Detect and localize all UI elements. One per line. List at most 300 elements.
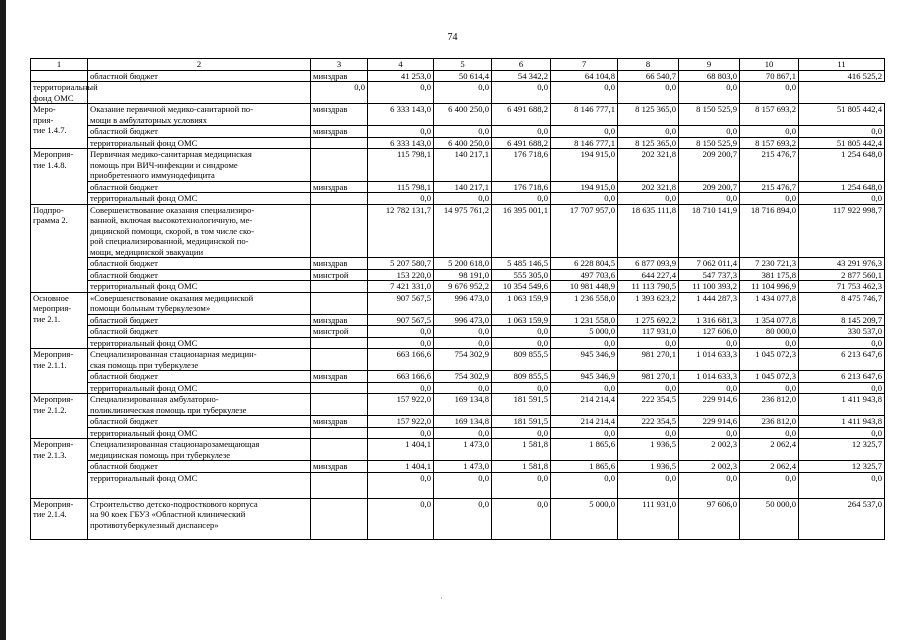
- value-cell: 945 346,9: [551, 349, 618, 371]
- description-cell: территориальный фонд ОМС: [88, 281, 311, 293]
- value-cell: 10 981 448,9: [551, 281, 618, 293]
- executor-cell: [311, 427, 368, 439]
- value-cell: 1 411 943,8: [799, 416, 885, 428]
- description-cell: областной бюджет: [88, 258, 311, 270]
- executor-cell: минздрав: [311, 258, 368, 270]
- table-row: [31, 82, 885, 104]
- value-cell: 1 444 287,3: [679, 292, 740, 314]
- value-cell: 1 254 648,0: [799, 181, 885, 193]
- description-cell: областной бюджет: [88, 314, 311, 326]
- value-cell: 18 716 894,0: [740, 204, 799, 258]
- value-cell: 7 230 721,3: [740, 258, 799, 270]
- value-cell: 0,0: [799, 193, 885, 205]
- value-cell: 11 113 790,5: [618, 281, 679, 293]
- value-cell: 0,0: [740, 193, 799, 205]
- value-cell: 1 236 558,0: [551, 292, 618, 314]
- value-cell: 5 485 146,5: [492, 258, 551, 270]
- value-cell: 51 805 442,4: [799, 104, 885, 126]
- value-cell: 50 614,4: [434, 70, 492, 82]
- value-cell: 2 877 560,1: [799, 269, 885, 281]
- value-cell: 1 063 159,9: [492, 314, 551, 326]
- value-cell: 8 475 746,7: [799, 292, 885, 314]
- value-cell: 115 798,1: [368, 149, 434, 182]
- value-cell: 6 877 093,9: [618, 258, 679, 270]
- value-cell: 1 275 692,2: [618, 314, 679, 326]
- value-cell: 0,0: [492, 126, 551, 138]
- value-cell: 945 346,9: [551, 371, 618, 383]
- executor-cell: [311, 394, 368, 416]
- column-header: 5: [434, 59, 492, 71]
- table-body: [31, 70, 885, 539]
- description-cell: областной бюджет: [88, 461, 311, 473]
- value-cell: 2 062,4: [740, 461, 799, 473]
- value-cell: 754 302,9: [434, 371, 492, 383]
- value-cell: 0,0: [551, 337, 618, 349]
- table-row: [31, 439, 885, 461]
- value-cell: 7 062 011,4: [679, 258, 740, 270]
- table-row: [31, 382, 885, 394]
- table-row: [31, 461, 885, 473]
- value-cell: 0,0: [492, 193, 551, 205]
- value-cell: 229 914,6: [679, 394, 740, 416]
- value-cell: 97 606,0: [679, 498, 740, 539]
- value-cell: 0,0: [368, 472, 434, 498]
- value-cell: 1 865,6: [551, 439, 618, 461]
- value-cell: 2 062,4: [740, 439, 799, 461]
- value-cell: 202 321,8: [618, 181, 679, 193]
- event-name-cell: Мероприя- тие 2.1.4.: [31, 498, 88, 539]
- page-number: 74: [447, 32, 458, 43]
- value-cell: 169 134,8: [434, 416, 492, 428]
- table-row: [31, 181, 885, 193]
- table-row: [31, 193, 885, 205]
- value-cell: 0,0: [799, 427, 885, 439]
- value-cell: 754 302,9: [434, 349, 492, 371]
- value-cell: 181 591,5: [492, 416, 551, 428]
- value-cell: 18 710 141,9: [679, 204, 740, 258]
- executor-cell: [88, 82, 311, 104]
- value-cell: 0,0: [551, 382, 618, 394]
- value-cell: 0,0: [618, 472, 679, 498]
- value-cell: 416 525,2: [799, 70, 885, 82]
- value-cell: 176 718,6: [492, 149, 551, 182]
- executor-cell: минздрав: [311, 314, 368, 326]
- value-cell: 0,0: [492, 337, 551, 349]
- value-cell: 181 591,5: [492, 394, 551, 416]
- value-cell: 1 434 077,8: [740, 292, 799, 314]
- value-cell: 71 753 462,3: [799, 281, 885, 293]
- column-header: 7: [551, 59, 618, 71]
- value-cell: 5 000,0: [551, 498, 618, 539]
- value-cell: 1 411 943,8: [799, 394, 885, 416]
- executor-cell: [311, 137, 368, 149]
- value-cell: 12 325,7: [799, 439, 885, 461]
- description-cell: «Совершенствование оказания медицинской помощи больным туберкулезом»: [88, 292, 311, 314]
- value-cell: 215 476,7: [740, 181, 799, 193]
- value-cell: 264 537,0: [799, 498, 885, 539]
- value-cell: 10 354 549,6: [492, 281, 551, 293]
- value-cell: 497 703,6: [551, 269, 618, 281]
- value-cell: 1 936,5: [618, 439, 679, 461]
- value-cell: 0,0: [434, 126, 492, 138]
- value-cell: 17 707 957,0: [551, 204, 618, 258]
- value-cell: 54 342,2: [492, 70, 551, 82]
- value-cell: 8 125 365,0: [618, 137, 679, 149]
- executor-cell: минздрав: [311, 461, 368, 473]
- value-cell: 1 581,8: [492, 461, 551, 473]
- value-cell: 0,0: [368, 382, 434, 394]
- value-cell: 0,0: [434, 193, 492, 205]
- value-cell: 202 321,8: [618, 149, 679, 182]
- description-cell: областной бюджет: [88, 269, 311, 281]
- value-cell: 0,0: [368, 498, 434, 539]
- table-row: [31, 394, 885, 416]
- value-cell: 1 354 077,8: [740, 314, 799, 326]
- value-cell: 0,0: [740, 82, 799, 104]
- value-cell: 0,0: [492, 382, 551, 394]
- value-cell: 1 014 633,3: [679, 371, 740, 383]
- value-cell: 64 104,8: [551, 70, 618, 82]
- value-cell: 215 476,7: [740, 149, 799, 182]
- value-cell: 16 395 001,1: [492, 204, 551, 258]
- table-row: [31, 472, 885, 498]
- table-row: [31, 292, 885, 314]
- column-header: 10: [740, 59, 799, 71]
- value-cell: 117 922 998,7: [799, 204, 885, 258]
- executor-cell: [311, 439, 368, 461]
- description-cell: областной бюджет: [88, 326, 311, 338]
- value-cell: 1 473,0: [434, 439, 492, 461]
- value-cell: 0,0: [799, 337, 885, 349]
- value-cell: 12 325,7: [799, 461, 885, 473]
- value-cell: 0,0: [368, 326, 434, 338]
- value-cell: 0,0: [492, 498, 551, 539]
- value-cell: 996 473,0: [434, 292, 492, 314]
- table-row: [31, 104, 885, 126]
- table-row: [31, 137, 885, 149]
- executor-cell: минздрав: [311, 416, 368, 428]
- value-cell: 236 812,0: [740, 416, 799, 428]
- executor-cell: [311, 337, 368, 349]
- value-cell: 11 104 996,9: [740, 281, 799, 293]
- value-cell: 70 867,1: [740, 70, 799, 82]
- value-cell: 644 227,4: [618, 269, 679, 281]
- value-cell: 127 606,0: [679, 326, 740, 338]
- value-cell: 6 213 647,6: [799, 349, 885, 371]
- value-cell: 663 166,6: [368, 371, 434, 383]
- value-cell: 50 000,0: [740, 498, 799, 539]
- value-cell: 330 537,0: [799, 326, 885, 338]
- executor-cell: [311, 149, 368, 182]
- value-cell: 0,0: [551, 472, 618, 498]
- event-name-cell: Мероприя- тие 2.1.1.: [31, 349, 88, 394]
- column-header: 4: [368, 59, 434, 71]
- value-cell: 555 305,0: [492, 269, 551, 281]
- value-cell: 0,0: [311, 82, 368, 104]
- value-cell: 1 254 648,0: [799, 149, 885, 182]
- value-cell: 12 782 131,7: [368, 204, 434, 258]
- value-cell: 907 567,5: [368, 314, 434, 326]
- table-row: [31, 204, 885, 258]
- value-cell: 0,0: [492, 326, 551, 338]
- value-cell: 194 915,0: [551, 149, 618, 182]
- value-cell: 66 540,7: [618, 70, 679, 82]
- value-cell: 0,0: [434, 382, 492, 394]
- value-cell: 209 200,7: [679, 149, 740, 182]
- value-cell: 1 045 072,3: [740, 349, 799, 371]
- event-name-cell: Мероприя- тие 2.1.2.: [31, 394, 88, 439]
- description-cell: территориальный фонд ОМС: [88, 137, 311, 149]
- value-cell: 0,0: [679, 126, 740, 138]
- value-cell: 6 491 688,2: [492, 137, 551, 149]
- value-cell: 214 214,4: [551, 394, 618, 416]
- value-cell: 1 231 558,0: [551, 314, 618, 326]
- executor-cell: минздрав: [311, 126, 368, 138]
- value-cell: 1 404,1: [368, 439, 434, 461]
- value-cell: 9 676 952,2: [434, 281, 492, 293]
- description-cell: областной бюджет: [88, 126, 311, 138]
- value-cell: 51 805 442,4: [799, 137, 885, 149]
- column-header: 8: [618, 59, 679, 71]
- value-cell: 8 145 209,7: [799, 314, 885, 326]
- value-cell: 6 213 647,6: [799, 371, 885, 383]
- executor-cell: минздрав: [311, 70, 368, 82]
- value-cell: 0,0: [551, 82, 618, 104]
- value-cell: 1 404,1: [368, 461, 434, 473]
- executor-cell: [311, 204, 368, 258]
- scan-edge: [0, 0, 6, 640]
- value-cell: 6 491 688,2: [492, 104, 551, 126]
- event-name-cell: Меро- прия- тие 1.4.7.: [31, 104, 88, 149]
- value-cell: 6 228 804,5: [551, 258, 618, 270]
- event-name-cell: Мероприя- тие 2.1.3.: [31, 439, 88, 499]
- value-cell: 1 865,6: [551, 461, 618, 473]
- table-row: [31, 149, 885, 182]
- value-cell: 0,0: [679, 193, 740, 205]
- executor-cell: минздрав: [311, 371, 368, 383]
- value-cell: 0,0: [679, 472, 740, 498]
- value-cell: 8 157 693,2: [740, 137, 799, 149]
- value-cell: 547 737,3: [679, 269, 740, 281]
- table-row: [31, 416, 885, 428]
- value-cell: 0,0: [434, 82, 492, 104]
- value-cell: 0,0: [799, 382, 885, 394]
- value-cell: 0,0: [368, 337, 434, 349]
- value-cell: 5 200 618,0: [434, 258, 492, 270]
- event-name-cell: Мероприя- тие 1.4.8.: [31, 149, 88, 205]
- event-name-cell: [31, 70, 88, 82]
- value-cell: 115 798,1: [368, 181, 434, 193]
- value-cell: 0,0: [618, 126, 679, 138]
- value-cell: 2 002,3: [679, 439, 740, 461]
- column-header: 11: [799, 59, 885, 71]
- description-cell: областной бюджет: [88, 416, 311, 428]
- value-cell: 1 581,8: [492, 439, 551, 461]
- event-name-cell: Основное мероприя- тие 2.1.: [31, 292, 88, 349]
- description-cell: территориальный фонд ОМС: [88, 382, 311, 394]
- table-row: [31, 269, 885, 281]
- value-cell: 222 354,5: [618, 394, 679, 416]
- value-cell: 1 473,0: [434, 461, 492, 473]
- value-cell: 8 150 525,9: [679, 137, 740, 149]
- executor-cell: минздрав: [311, 104, 368, 126]
- executor-cell: [311, 292, 368, 314]
- description-cell: Специализированная стационарозамещающая медицинская помощь при туберкулезе: [88, 439, 311, 461]
- value-cell: 7 421 331,0: [368, 281, 434, 293]
- value-cell: 1 063 159,9: [492, 292, 551, 314]
- value-cell: 229 914,6: [679, 416, 740, 428]
- description-cell: территориальный фонд ОМС: [88, 472, 311, 498]
- value-cell: 0,0: [434, 427, 492, 439]
- value-cell: 169 134,8: [434, 394, 492, 416]
- table-row: [31, 70, 885, 82]
- table-row: [31, 314, 885, 326]
- value-cell: 2 002,3: [679, 461, 740, 473]
- description-cell: Специализированная стационарная медицин- ская помощь при туберкулезе: [88, 349, 311, 371]
- description-cell: областной бюджет: [88, 371, 311, 383]
- value-cell: 0,0: [740, 382, 799, 394]
- value-cell: 194 915,0: [551, 181, 618, 193]
- value-cell: 0,0: [368, 193, 434, 205]
- value-cell: 11 100 393,2: [679, 281, 740, 293]
- value-cell: 0,0: [740, 427, 799, 439]
- column-header: 2: [88, 59, 311, 71]
- value-cell: 214 214,4: [551, 416, 618, 428]
- value-cell: 0,0: [740, 472, 799, 498]
- value-cell: 18 635 111,8: [618, 204, 679, 258]
- value-cell: 0,0: [492, 427, 551, 439]
- value-cell: 0,0: [679, 82, 740, 104]
- description-cell: Первичная медико-санитарная медицинская помощь при ВИЧ-инфекции и синдроме приобретенного иммунодефицита: [88, 149, 311, 182]
- value-cell: 41 253,0: [368, 70, 434, 82]
- table-row: [31, 371, 885, 383]
- value-cell: 0,0: [434, 337, 492, 349]
- table-row: [31, 337, 885, 349]
- executor-cell: [311, 382, 368, 394]
- value-cell: 0,0: [740, 337, 799, 349]
- value-cell: 1 045 072,3: [740, 371, 799, 383]
- value-cell: 0,0: [492, 472, 551, 498]
- description-cell: территориальный фонд ОМС: [88, 427, 311, 439]
- value-cell: 8 125 365,0: [618, 104, 679, 126]
- value-cell: 176 718,6: [492, 181, 551, 193]
- value-cell: 0,0: [799, 472, 885, 498]
- value-cell: 0,0: [434, 498, 492, 539]
- value-cell: 0,0: [551, 427, 618, 439]
- executor-cell: [311, 349, 368, 371]
- column-header: 3: [311, 59, 368, 71]
- executor-cell: [311, 472, 368, 498]
- value-cell: 209 200,7: [679, 181, 740, 193]
- value-cell: 14 975 761,2: [434, 204, 492, 258]
- value-cell: 809 855,5: [492, 371, 551, 383]
- value-cell: 0,0: [618, 337, 679, 349]
- value-cell: 381 175,8: [740, 269, 799, 281]
- value-cell: 0,0: [368, 82, 434, 104]
- description-cell: Специализированная амбулаторно- поликлиническая помощь при туберкулезе: [88, 394, 311, 416]
- table-row: [31, 349, 885, 371]
- budget-table: [30, 58, 885, 540]
- value-cell: 0,0: [618, 382, 679, 394]
- description-cell: областной бюджет: [88, 181, 311, 193]
- table-row: [31, 326, 885, 338]
- value-cell: 0,0: [551, 126, 618, 138]
- value-cell: 117 931,0: [618, 326, 679, 338]
- executor-cell: минстрой: [311, 326, 368, 338]
- event-name-cell: Подпро- грамма 2.: [31, 204, 88, 292]
- executor-cell: [311, 498, 368, 539]
- value-cell: 98 191,0: [434, 269, 492, 281]
- description-cell: территориальный фонд ОМС: [31, 82, 88, 104]
- value-cell: 6 333 143,0: [368, 137, 434, 149]
- table-row: [31, 498, 885, 539]
- value-cell: 907 567,5: [368, 292, 434, 314]
- value-cell: 0,0: [492, 82, 551, 104]
- value-cell: 0,0: [679, 427, 740, 439]
- value-cell: 1 014 633,3: [679, 349, 740, 371]
- description-cell: областной бюджет: [88, 70, 311, 82]
- value-cell: 80 000,0: [740, 326, 799, 338]
- description-cell: Совершенствование оказания специализиро- ванной, включая высокотехнологичную, ме- дицинской помощи, скорой, в том числе ско- рой специализированной, медицинской по- мощи, медицинской эвакуации: [88, 204, 311, 258]
- value-cell: 140 217,1: [434, 149, 492, 182]
- value-cell: 996 473,0: [434, 314, 492, 326]
- value-cell: 140 217,1: [434, 181, 492, 193]
- column-header: 9: [679, 59, 740, 71]
- value-cell: 0,0: [551, 193, 618, 205]
- table-row: [31, 427, 885, 439]
- value-cell: 68 803,0: [679, 70, 740, 82]
- table-row: [31, 258, 885, 270]
- value-cell: 1 316 681,3: [679, 314, 740, 326]
- executor-cell: минстрой: [311, 269, 368, 281]
- value-cell: 8 146 777,1: [551, 137, 618, 149]
- table-row: [31, 126, 885, 138]
- value-cell: 157 922,0: [368, 416, 434, 428]
- value-cell: 0,0: [679, 337, 740, 349]
- executor-cell: минздрав: [311, 181, 368, 193]
- value-cell: 5 207 580,7: [368, 258, 434, 270]
- executor-cell: [311, 281, 368, 293]
- value-cell: 0,0: [618, 427, 679, 439]
- value-cell: 0,0: [368, 126, 434, 138]
- value-cell: 981 270,1: [618, 349, 679, 371]
- description-cell: Строительство детско-подросткового корпуса на 90 коек ГБУЗ «Областной клинический противотуберкулезный диспансер»: [88, 498, 311, 539]
- value-cell: 663 166,6: [368, 349, 434, 371]
- value-cell: 8 157 693,2: [740, 104, 799, 126]
- description-cell: Оказание первичной медико-санитарной по- мощи в амбулаторных условиях: [88, 104, 311, 126]
- value-cell: 0,0: [618, 193, 679, 205]
- description-cell: территориальный фонд ОМС: [88, 337, 311, 349]
- value-cell: 0,0: [679, 382, 740, 394]
- value-cell: 8 150 525,9: [679, 104, 740, 126]
- value-cell: 111 931,0: [618, 498, 679, 539]
- value-cell: 153 220,0: [368, 269, 434, 281]
- description-cell: территориальный фонд ОМС: [88, 193, 311, 205]
- value-cell: 0,0: [740, 126, 799, 138]
- value-cell: 981 270,1: [618, 371, 679, 383]
- value-cell: 157 922,0: [368, 394, 434, 416]
- value-cell: 236 812,0: [740, 394, 799, 416]
- table-header-row: [31, 59, 885, 71]
- scan-dot: ·: [440, 594, 443, 603]
- value-cell: 0,0: [368, 427, 434, 439]
- value-cell: 0,0: [434, 326, 492, 338]
- value-cell: 0,0: [799, 126, 885, 138]
- value-cell: 5 000,0: [551, 326, 618, 338]
- value-cell: 1 393 623,2: [618, 292, 679, 314]
- value-cell: 0,0: [434, 472, 492, 498]
- value-cell: 43 291 976,3: [799, 258, 885, 270]
